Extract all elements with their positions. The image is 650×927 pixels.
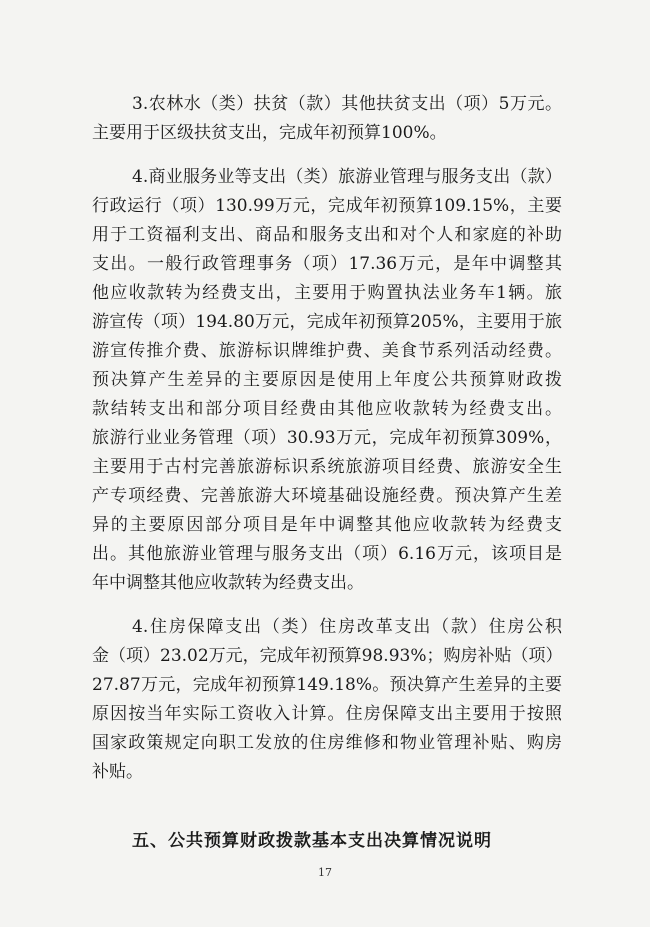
text-line: 预决算产生差异的主要原因是使用上年度公共预算财政拨 [92, 370, 562, 390]
text-line: 4.商业服务业等支出（类）旅游业管理与服务支出（款） [132, 167, 562, 187]
text-line: 27.87万元，完成年初预算149.18%。预决算产生差异的主要 [92, 675, 562, 695]
text-line: 他应收款转为经费支出，主要用于购置执法业务车1辆。旅 [92, 283, 562, 303]
text-line: 游宣传推介费、旅游标识牌维护费、美食节系列活动经费。 [92, 341, 562, 361]
page-number: 17 [318, 866, 332, 879]
text-line: 用于工资福利支出、商品和服务支出和对个人和家庭的补助 [92, 225, 562, 245]
text-line: 游宣传（项）194.80万元，完成年初预算205%，主要用于旅 [92, 312, 562, 332]
text-line: 支出。一般行政管理事务（项）17.36万元，是年中调整其 [92, 254, 562, 274]
text-line: 款结转支出和部分项目经费由其他应收款转为经费支出。 [92, 399, 562, 419]
text-line: 异的主要原因部分项目是年中调整其他应收款转为经费支 [92, 515, 562, 535]
paragraph [92, 613, 562, 787]
text-line: 行政运行（项）130.99万元，完成年初预算109.15%，主要 [92, 196, 562, 216]
text-line: 主要用于古村完善旅游标识系统旅游项目经费、旅游安全生 [92, 457, 562, 477]
text-line: 出。其他旅游业管理与服务支出（项）6.16万元，该项目是 [92, 544, 562, 564]
text-line: 金（项）23.02万元，完成年初预算98.93%；购房补贴（项） [92, 646, 563, 666]
text-line: 原因按当年实际工资收入计算。住房保障支出主要用于按照 [92, 704, 562, 724]
text-line: 补贴。 [92, 762, 143, 782]
paragraph [92, 90, 562, 148]
text-line: 4.住房保障支出（类）住房改革支出（款）住房公积 [132, 617, 562, 637]
paragraph-gap [92, 148, 562, 163]
paragraph [92, 163, 562, 598]
text-line: 旅游行业业务管理（项）30.93万元，完成年初预算309%， [92, 428, 562, 448]
text-line: 主要用于区级扶贫支出，完成年初预算100%。 [92, 123, 447, 143]
text-line: 3.农林水（类）扶贫（款）其他扶贫支出（项）5万元。 [132, 94, 562, 114]
text-line: 年中调整其他应收款转为经费支出。 [92, 573, 364, 593]
paragraph-gap [92, 598, 562, 613]
text-line: 国家政策规定向职工发放的住房维修和物业管理补贴、购房 [92, 733, 562, 753]
text-line: 产专项经费、完善旅游大环境基础设施经费。预决算产生差 [92, 486, 562, 506]
body-text [92, 90, 562, 787]
section-heading: 五、公共预算财政拨款基本支出决算情况说明 [132, 831, 492, 851]
